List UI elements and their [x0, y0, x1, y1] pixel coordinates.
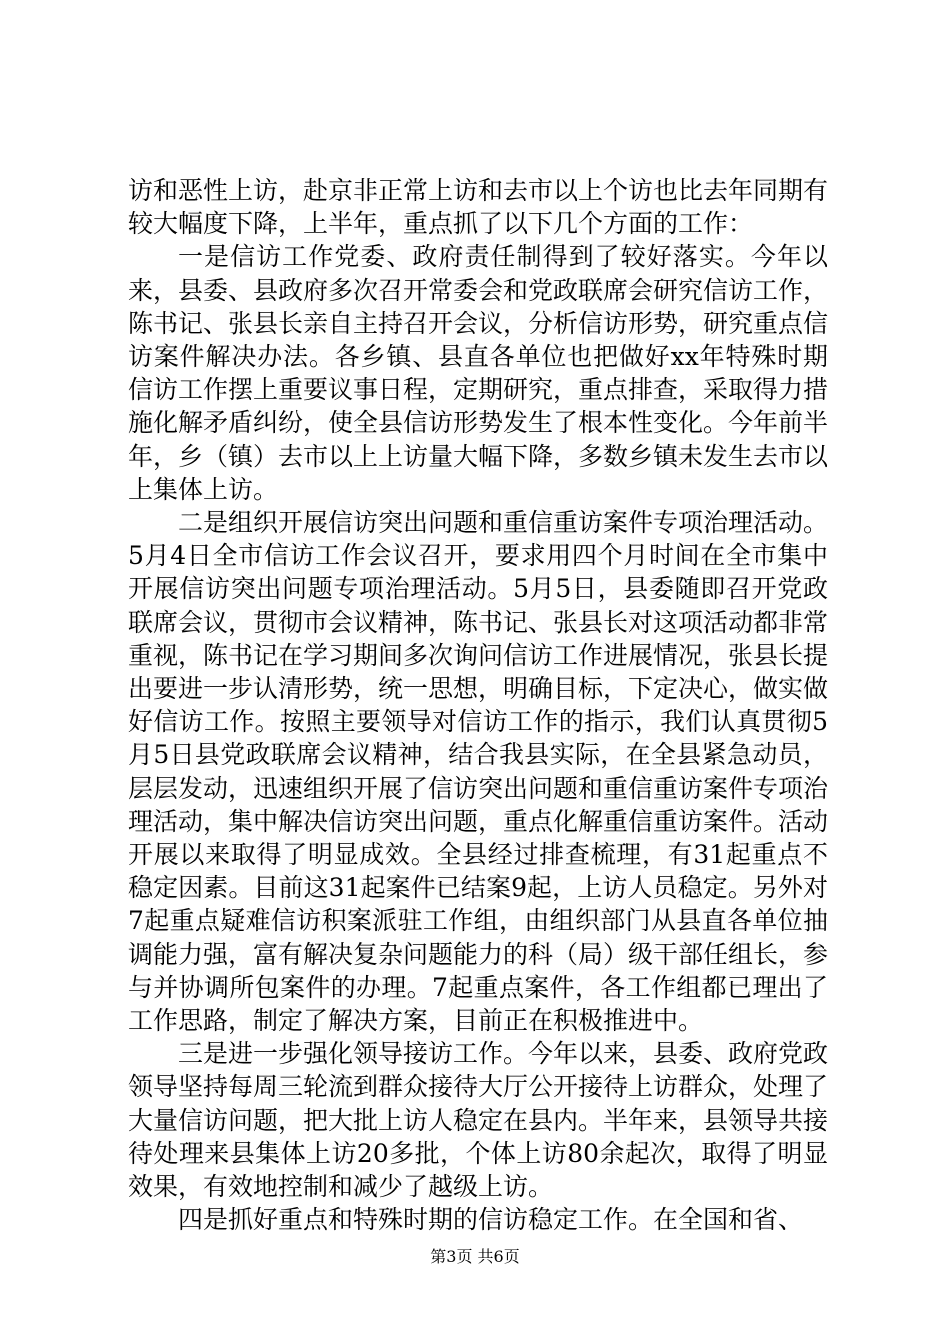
- paragraph-point-three: 三是进一步强化领导接访工作。今年以来，县委、政府党政领导坚持每周三轮流到群众接待大厅公开接待上访群众，处理了大量信访问题，把大批上访人稳定在县内。半年来，县领导共接待处理来县集体上访20多批，个体上访80余起次，取得了明显效果，有效地控制和减少了越级上访。: [128, 1039, 829, 1202]
- paragraph-point-one: 一是信访工作党委、政府责任制得到了较好落实。今年以来，县委、县政府多次召开常委会和党政联席会研究信访工作，陈书记、张县长亲自主持召开会议，分析信访形势，研究重点信访案件解决办法。各乡镇、县直各单位也把做好xx年特殊时期信访工作摆上重要议事日程，定期研究，重点排查，采取得力措施化解矛盾纠纷，使全县信访形势发生了根本性变化。今年前半年，乡（镇）去市以上上访量大幅下降，多数乡镇未发生去市以上集体上访。: [128, 242, 829, 504]
- document-body: [128, 174, 828, 1237]
- page-number-footer: 第3页 共6页: [430, 1247, 520, 1266]
- paragraph-point-two: 二是组织开展信访突出问题和重信重访案件专项治理活动。5月4日全市信访工作会议召开，要求用四个月时间在全市集中开展信访突出问题专项治理活动。5月5日，县委随即召开党政联席会议，贯彻市会议精神，陈书记、张县长对这项活动都非常重视，陈书记在学习期间多次询问信访工作进展情况，张县长提出要进一步认清形势，统一思想，明确目标，下定决心，做实做好信访工作。按照主要领导对信访工作的指示，我们认真贯彻5月5日县党政联席会议精神，结合我县实际，在全县紧急动员，层层发动，迅速组织开展了信访突出问题和重信重访案件专项治理活动，集中解决信访突出问题，重点化解重信重访案件。活动开展以来取得了明显成效。全县经过排查梳理，有31起重点不稳定因素。目前这31起案件已结案9起，上访人员稳定。另外对7起重点疑难信访积案派驻工作组，由组织部门从县直各单位抽调能力强，富有解决复杂问题能力的科（局）级干部任组长，参与并协调所包案件的办理。7起重点案件，各工作组都已理出了工作思路，制定了解决方案，目前正在积极推进中。: [128, 508, 829, 1036]
- paragraph-continuation: 访和恶性上访，赴京非正常上访和去市以上个访也比去年同期有较大幅度下降，上半年，重点抓了以下几个方面的工作：: [128, 176, 829, 239]
- paragraph-point-four: 四是抓好重点和特殊时期的信访稳定工作。在全国和省、: [178, 1205, 804, 1235]
